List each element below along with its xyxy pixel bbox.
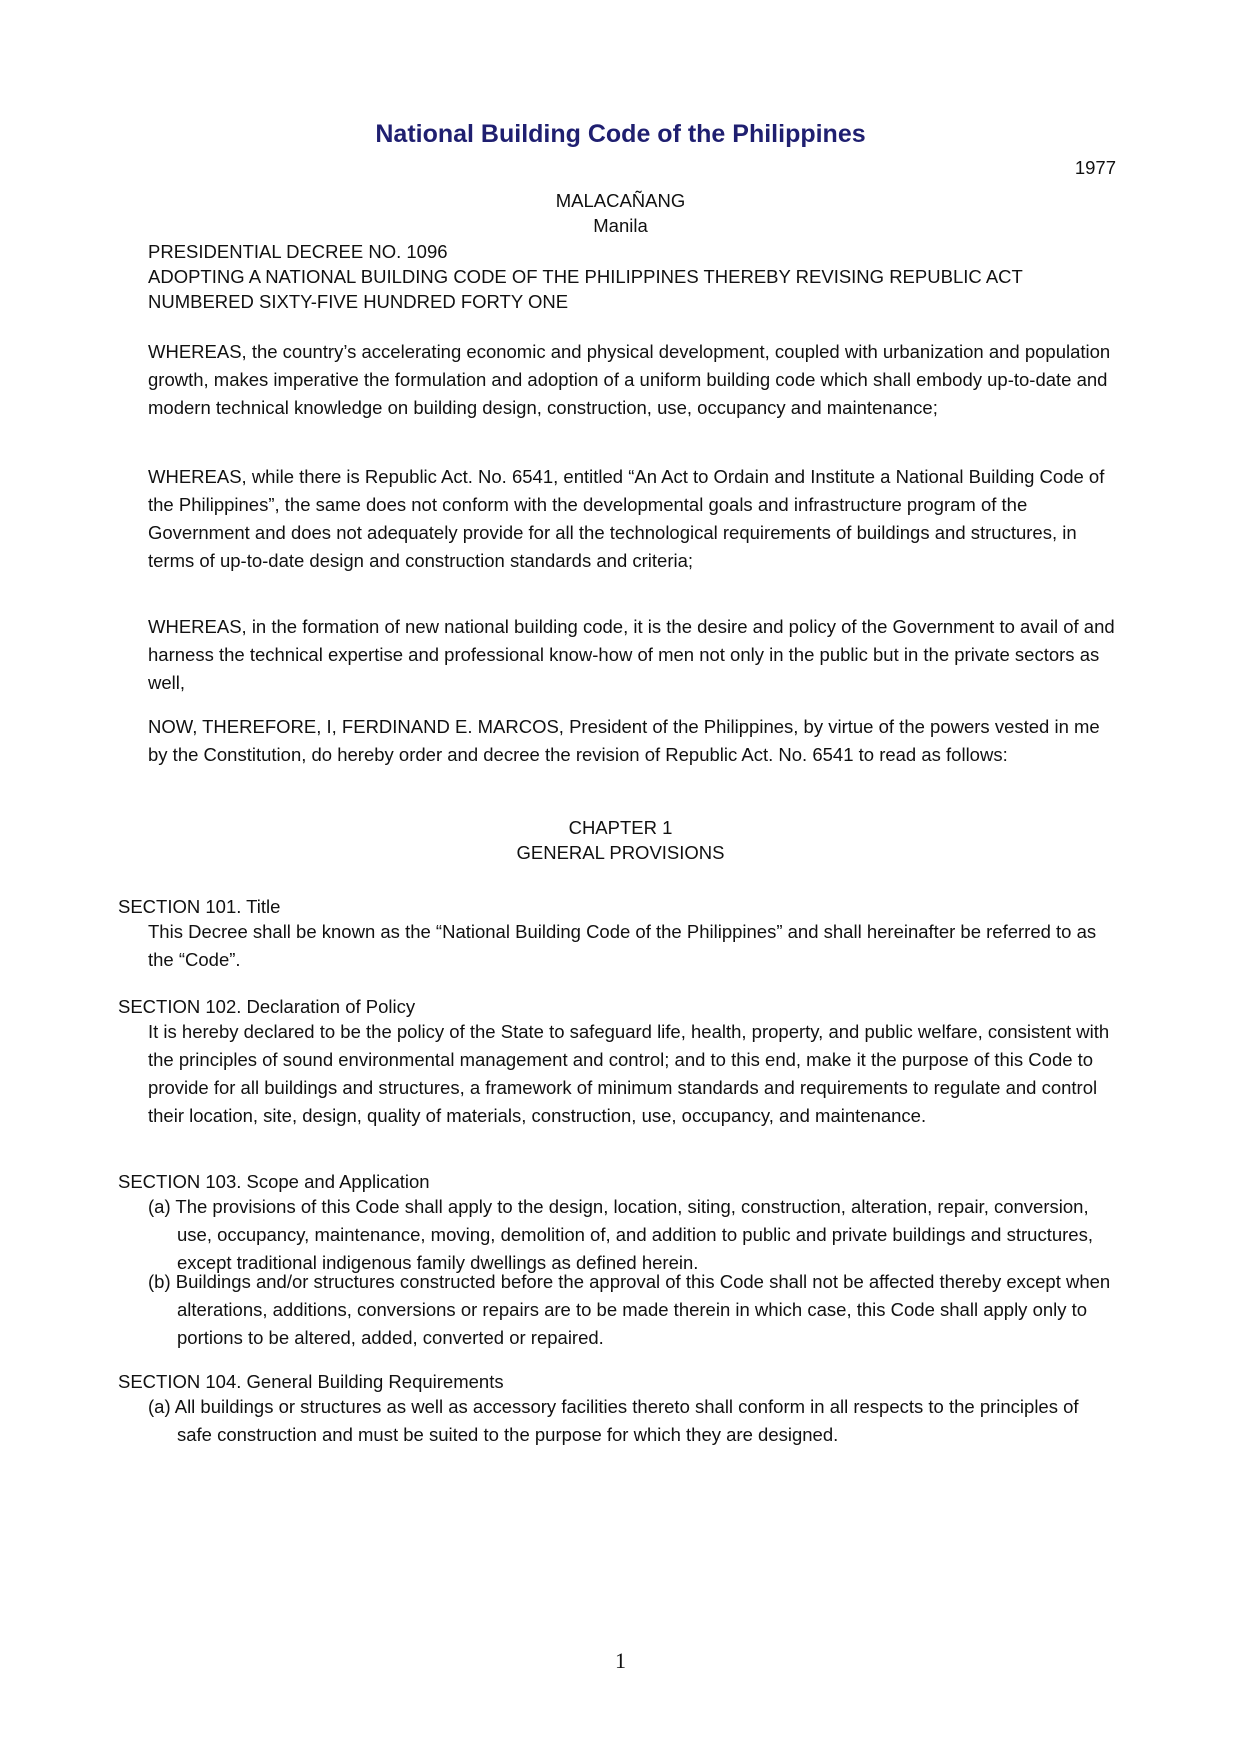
document-title: National Building Code of the Philippines bbox=[375, 120, 866, 148]
section-102-body: It is hereby declared to be the policy of the State to safeguard life, health, property, and public welfare, consistent with the principles of sound environmental management and control; and to this end, make it the purpose of this Code to provide for all buildings and structures, a framework of minimum standards and requirements to regulate and control their location, site, design, quality of materials, construction, use, occupancy, and maintenance. bbox=[148, 1021, 1110, 1126]
section-103-item-a: (a) The provisions of this Code shall apply to the design, location, siting, construction, alteration, repair, conversion, use, occupancy, maintenance, moving, demolition of, and addition to public and private buildings and structures, except traditional indigenous family dwellings as defined herein. bbox=[148, 1196, 1093, 1273]
whereas-paragraph-1: WHEREAS, the country’s accelerating economic and physical development, coupled with urbanization and population growth, makes imperative the formulation and adoption of a uniform building code which shall embody up-to-date and modern technical knowledge on building design, construction, use, occupancy and maintenance; bbox=[148, 341, 1111, 418]
section-102-heading: SECTION 102. Declaration of Policy bbox=[118, 996, 416, 1017]
whereas-paragraph-3: WHEREAS, in the formation of new national building code, it is the desire and policy of the Government to avail of and harness the technical expertise and professional know-how of men not only in the public but in the private sectors as well, bbox=[148, 616, 1115, 693]
chapter-number: CHAPTER 1 bbox=[568, 817, 673, 838]
section-104-item-a: (a) All buildings or structures as well as accessory facilities thereto shall conform in all respects to the principles of safe construction and must be suited to the purpose for which they are designed. bbox=[148, 1396, 1079, 1445]
document-year: 1977 bbox=[1074, 157, 1116, 178]
office-heading: MALACAÑANG bbox=[555, 190, 686, 211]
section-104-heading: SECTION 104. General Building Requirements bbox=[118, 1371, 504, 1392]
chapter-title: GENERAL PROVISIONS bbox=[516, 842, 725, 863]
section-103-item-b: (b) Buildings and/or structures constructed before the approval of this Code shall not be affected thereby except when alterations, additions, conversions or repairs are to be made therein in which case, this Code shall apply only to portions to be altered, added, converted or repaired. bbox=[148, 1271, 1111, 1348]
city-heading: Manila bbox=[593, 215, 648, 236]
whereas-paragraph-2: WHEREAS, while there is Republic Act. No. 6541, entitled “An Act to Ordain and Institute a National Building Code of the Philippines”, the same does not conform with the developmental goals and infrastructure program of the Government and does not adequately provide for all the technological requirements of buildings and structures, in terms of up-to-date design and construction standards and criteria; bbox=[148, 466, 1105, 571]
page-number: 1 bbox=[615, 1648, 626, 1673]
section-101-body: This Decree shall be known as the “National Building Code of the Philippines” and shall hereinafter be referred to as the “Code”. bbox=[148, 921, 1097, 970]
section-101-heading: SECTION 101. Title bbox=[118, 896, 281, 917]
decree-number: PRESIDENTIAL DECREE NO. 1096 bbox=[148, 241, 448, 262]
section-103-heading: SECTION 103. Scope and Application bbox=[118, 1171, 430, 1192]
now-therefore-paragraph: NOW, THEREFORE, I, FERDINAND E. MARCOS, President of the Philippines, by virtue of the powers vested in me by the Constitution, do hereby order and decree the revision of Republic Act. No. 6541 to read as follows: bbox=[148, 716, 1100, 765]
decree-title-line-1: ADOPTING A NATIONAL BUILDING CODE OF THE PHILIPPINES THEREBY REVISING REPUBLIC ACT bbox=[148, 266, 1023, 287]
decree-title-line-2: NUMBERED SIXTY-FIVE HUNDRED FORTY ONE bbox=[148, 291, 569, 312]
